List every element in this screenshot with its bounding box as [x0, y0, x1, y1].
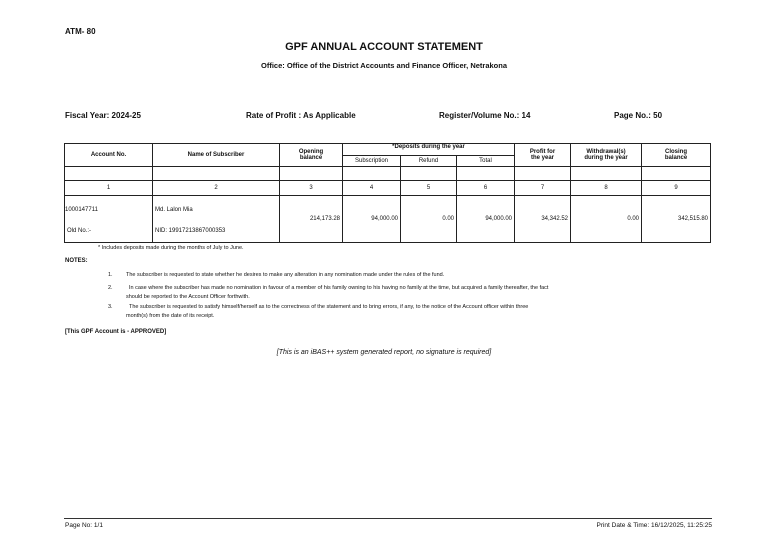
old-number: Old No.:- [67, 227, 92, 234]
total-amount: 94,000.00 [457, 196, 515, 243]
footer-divider [64, 518, 712, 519]
column-number: 6 [457, 181, 515, 196]
footer-print-date: Print Date & Time: 16/12/2025, 11:25:25 [596, 522, 712, 529]
column-number: 7 [515, 181, 571, 196]
column-number: 4 [343, 181, 401, 196]
column-number: 1 [65, 181, 153, 196]
note-number: 1. [108, 272, 113, 278]
account-cell [65, 196, 153, 243]
subscriber-name: Md. Lalon Mia [155, 206, 193, 213]
table-row [65, 196, 711, 243]
subscriber-nid: NID: 19917213867000353 [155, 227, 226, 234]
note-text: In case where the subscriber has made no nomination in favour of a member of his family owning to his having no family at the time, but acquired a family thereafter, the fact should be reported to the Account Officer forthwith. [126, 285, 549, 300]
subscription-amount: 94,000.00 [343, 196, 401, 243]
note-number: 3. [108, 304, 113, 310]
header-withdrawal: Withdrawal(s) during the year [571, 144, 642, 167]
note-number: 2. [108, 285, 113, 291]
form-code: ATM- 80 [65, 27, 96, 36]
subscriber-cell [153, 196, 280, 243]
header-subscription: Subscription [343, 156, 401, 167]
profit-amount: 34,342.52 [515, 196, 571, 243]
page-number: Page No.: 50 [614, 111, 663, 120]
column-number: 3 [280, 181, 343, 196]
deposits-footnote: * Includes deposits made during the months of July to June. [98, 245, 244, 251]
header-closing: Closing balance [642, 144, 711, 167]
notes-label: NOTES: [65, 258, 88, 264]
column-number: 5 [401, 181, 457, 196]
rate-of-profit: Rate of Profit : As Applicable [246, 111, 356, 120]
opening-balance: 214,173.28 [280, 196, 343, 243]
withdrawal-amount: 0.00 [571, 196, 642, 243]
footer-page-number: Page No: 1/1 [65, 522, 103, 529]
page-title: GPF ANNUAL ACCOUNT STATEMENT [285, 41, 483, 53]
approval-status: [This GPF Account is - APPROVED] [65, 329, 167, 335]
account-number: 1000147711 [65, 206, 98, 213]
header-subscriber: Name of Subscriber [153, 144, 280, 167]
header-profit: Profit for the year [515, 144, 571, 167]
fiscal-year: Fiscal Year: 2024-25 [65, 111, 141, 120]
header-total: Total [457, 156, 515, 167]
system-generated-note: [This is an iBAS++ system generated report, no signature is required] [276, 349, 492, 356]
note-text: The subscriber is requested to satisfy himself/herself as to the correctness of the statement and to bring errors, if any, to the notice of the Account officer within three month(s) from the date of its receipt. [126, 304, 529, 319]
closing-balance: 342,515.80 [642, 196, 711, 243]
note-text: The subscriber is requested to state whether he desires to make any alteration in any nomination made under the rules of the fund. [126, 272, 445, 278]
column-number: 9 [642, 181, 711, 196]
header-refund: Refund [401, 156, 457, 167]
statement-table [64, 143, 711, 243]
header-deposits: *Deposits during the year [343, 144, 515, 156]
header-account-no: Account No. [65, 144, 153, 167]
header-opening: Opening balance [280, 144, 343, 167]
office-name: Office: Office of the District Accounts and Finance Officer, Netrakona [260, 61, 508, 70]
register-volume: Register/Volume No.: 14 [439, 111, 531, 120]
refund-amount: 0.00 [401, 196, 457, 243]
column-number: 8 [571, 181, 642, 196]
column-number: 2 [153, 181, 280, 196]
